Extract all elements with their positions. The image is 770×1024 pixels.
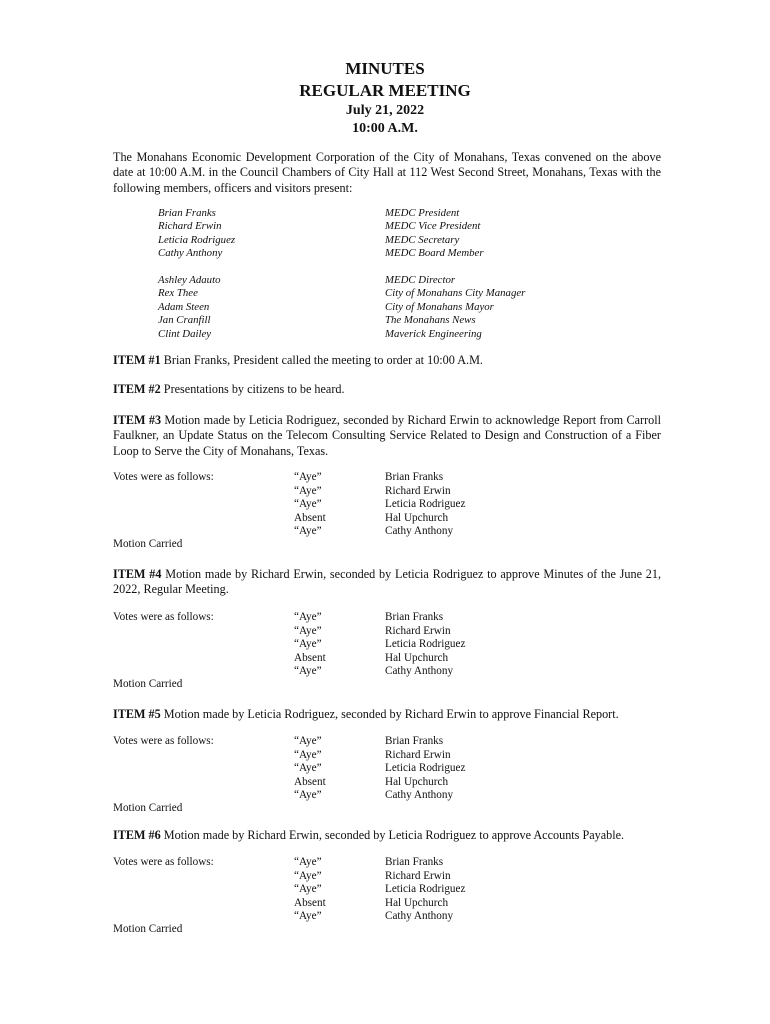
meeting-time: 10:00 A.M.: [352, 121, 418, 136]
attendee-role: MEDC Vice President: [385, 220, 481, 233]
votes-label: Votes were as follows:: [113, 611, 214, 623]
vote-values: [294, 856, 326, 924]
voter-name: Brian Franks: [385, 856, 444, 868]
voter-name: Cathy Anthony: [385, 910, 454, 923]
attendee-role: MEDC Secretary: [385, 233, 460, 246]
item-6: [113, 828, 661, 843]
voter-name: Hal Upchurch: [385, 651, 449, 664]
item-label: ITEM #3: [113, 413, 162, 427]
vote-value: “Aye”: [294, 638, 322, 651]
vote-value: “Aye”: [294, 471, 322, 483]
vote-value: “Aye”: [294, 789, 322, 802]
voter-names: [385, 611, 465, 679]
item-text: Motion made by Richard Erwin, seconded by Leticia Rodriguez to approve Minutes of the June 21, 2022, Regular Meeting.: [113, 567, 661, 597]
vote-value: Absent: [294, 511, 326, 524]
attendee-name: Richard Erwin: [158, 220, 222, 233]
item-label: ITEM #4: [113, 567, 162, 581]
vote-values: [294, 611, 326, 679]
voter-name: Brian Franks: [385, 611, 444, 623]
voter-name: Brian Franks: [385, 471, 444, 483]
vote-values: [294, 735, 326, 803]
attendee-role: City of Monahans Mayor: [385, 300, 494, 313]
voter-name: Richard Erwin: [385, 484, 451, 497]
attendee-role: MEDC Board Member: [385, 247, 484, 260]
item-label: ITEM #1: [113, 353, 161, 367]
voter-name: Leticia Rodriguez: [385, 883, 466, 896]
vote-value: “Aye”: [294, 735, 322, 747]
attendee-name: Leticia Rodriguez: [158, 233, 236, 246]
vote-value: “Aye”: [294, 869, 322, 882]
attendee-names-group-1: [158, 207, 235, 261]
vote-value: Absent: [294, 651, 326, 664]
vote-value: “Aye”: [294, 883, 322, 896]
vote-value: “Aye”: [294, 611, 322, 623]
attendee-role: Maverick Engineering: [385, 327, 482, 340]
voter-name: Leticia Rodriguez: [385, 498, 466, 511]
item-text: Presentations by citizens to be heard.: [160, 382, 345, 396]
motion-result: Motion Carried: [113, 678, 183, 690]
voter-name: Cathy Anthony: [385, 525, 454, 538]
item-text: Motion made by Leticia Rodriguez, seconded by Richard Erwin to acknowledge Report from Carroll Faulkner, an Update Status on the Telecom Consulting Service Related to Design and Construction of a Fiber Loop to Serve the City of Monahans, Texas.: [113, 413, 661, 458]
votes-label: Votes were as follows:: [113, 471, 214, 483]
item-5: [113, 707, 661, 722]
vote-value: “Aye”: [294, 762, 322, 775]
item-text: Brian Franks, President called the meeting to order at 10:00 A.M.: [160, 353, 483, 367]
attendee-name: Jan Cranfill: [158, 314, 211, 327]
vote-value: “Aye”: [294, 665, 322, 678]
voter-names: [385, 856, 465, 924]
item-label: ITEM #5: [113, 707, 161, 721]
item-label: ITEM #2: [113, 382, 161, 396]
voter-name: Leticia Rodriguez: [385, 638, 466, 651]
item-2: [113, 382, 661, 397]
vote-value: “Aye”: [294, 856, 322, 868]
voter-name: Hal Upchurch: [385, 775, 449, 788]
meeting-date: July 21, 2022: [345, 103, 425, 118]
attendee-role: The Monahans News: [385, 314, 476, 327]
attendee-roles-group-1: [385, 207, 484, 261]
motion-result: Motion Carried: [113, 802, 183, 814]
attendee-name: Cathy Anthony: [158, 247, 223, 260]
vote-value: Absent: [294, 775, 326, 788]
vote-value: “Aye”: [294, 484, 322, 497]
item-label: ITEM #6: [113, 828, 161, 842]
document-subtitle: REGULAR MEETING: [299, 81, 471, 100]
attendee-name: Clint Dailey: [158, 327, 212, 340]
voter-names: [385, 735, 465, 803]
attendee-name: Ashley Adauto: [158, 274, 221, 286]
attendee-roles-group-2: [385, 274, 525, 341]
voter-name: Leticia Rodriguez: [385, 762, 466, 775]
attendee-name: Brian Franks: [158, 207, 216, 219]
voter-name: Richard Erwin: [385, 869, 451, 882]
attendee-name: Adam Steen: [158, 300, 210, 313]
voter-names: [385, 471, 465, 539]
voter-name: Hal Upchurch: [385, 511, 449, 524]
voter-name: Richard Erwin: [385, 624, 451, 637]
vote-value: “Aye”: [294, 525, 322, 538]
item-text: Motion made by Leticia Rodriguez, seconded by Richard Erwin to approve Financial Report.: [160, 707, 619, 721]
item-text: Motion made by Richard Erwin, seconded by Leticia Rodriguez to approve Accounts Payable.: [160, 828, 625, 842]
attendee-role: MEDC Director: [385, 274, 456, 286]
item-1: [113, 353, 661, 368]
voter-name: Richard Erwin: [385, 748, 451, 761]
vote-values: [294, 471, 326, 539]
motion-result: Motion Carried: [113, 538, 183, 550]
attendee-name: Rex Thee: [158, 287, 198, 300]
voter-name: Brian Franks: [385, 735, 444, 747]
intro-paragraph: The Monahans Economic Development Corporation of the City of Monahans, Texas convened on the above date at 10:00 A.M. in the Council Chambers of City Hall at 112 West Second Street, Monahans, Texas with the following members, officers and visitors present:: [113, 150, 661, 195]
vote-value: “Aye”: [294, 624, 322, 637]
voter-name: Hal Upchurch: [385, 896, 449, 909]
voter-name: Cathy Anthony: [385, 789, 454, 802]
attendee-names-group-2: [158, 274, 220, 341]
attendee-role: City of Monahans City Manager: [385, 287, 526, 300]
votes-label: Votes were as follows:: [113, 856, 214, 868]
vote-value: “Aye”: [294, 498, 322, 511]
attendee-role: MEDC President: [385, 207, 460, 219]
vote-value: “Aye”: [294, 748, 322, 761]
motion-result: Motion Carried: [113, 923, 183, 935]
item-4: [113, 567, 661, 598]
votes-label: Votes were as follows:: [113, 735, 214, 747]
document-title: MINUTES: [345, 59, 425, 78]
voter-name: Cathy Anthony: [385, 665, 454, 678]
vote-value: “Aye”: [294, 910, 322, 923]
item-3: [113, 413, 661, 459]
vote-value: Absent: [294, 896, 326, 909]
